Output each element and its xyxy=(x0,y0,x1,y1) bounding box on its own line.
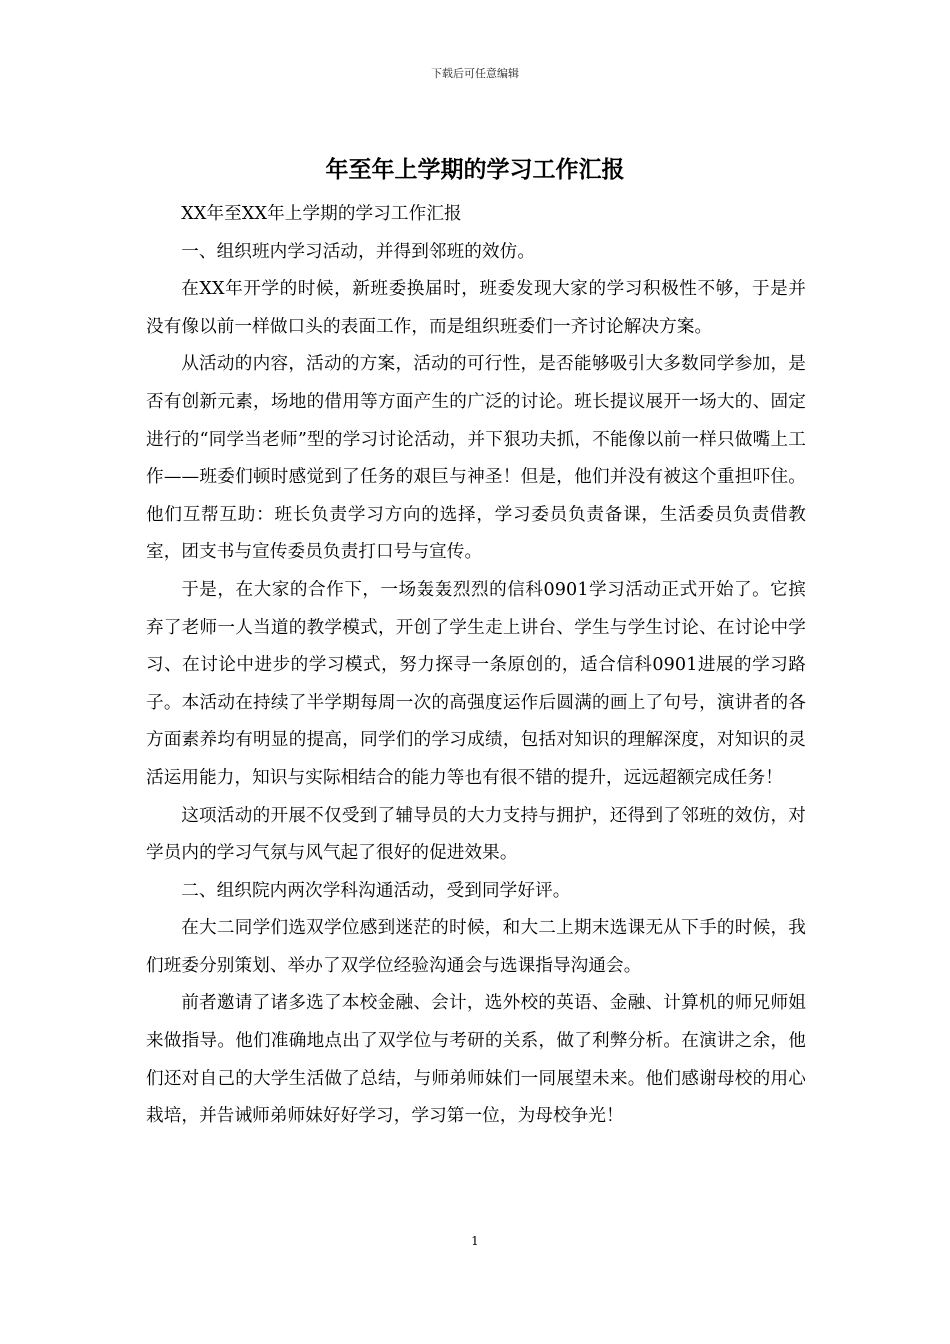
paragraph: 这项活动的开展不仅受到了辅导员的大力支持与拥护，还得到了邻班的效仿，对学员内的学习气氛与风气起了很好的促进效果。 xyxy=(146,805,806,864)
paragraph-section-heading-2: 二、组织院内两次学科沟通活动，受到同学好评。 xyxy=(181,880,571,901)
page-header-note: 下载后可任意编辑 xyxy=(431,67,519,80)
document-title: 年至年上学期的学习工作汇报 xyxy=(325,157,625,183)
paragraph: 于是，在大家的合作下，一场轰轰烈烈的信科0901学习活动正式开始了。它摈弃了老师一人当道的教学模式，开创了学生走上讲台、学生与学生讨论、在讨论中学习、在讨论中进步的学习模式，努力探寻一条原创的，适合信科0901进展的学习路子。本活动在持续了半学期每周一次的高强度运作后圆满的画上了句号，演讲者的各方面素养均有明显的提高，同学们的学习成绩，包括对知识的理解深度，对知识的灵活运用能力，知识与实际相结合的能力等也有很不错的提升，远远超额完成任务！ xyxy=(146,579,806,788)
paragraph: 在XX年开学的时候，新班委换届时，班委发现大家的学习积极性不够，于是并没有像以前一样做口头的表面工作，而是组织班委们一齐讨论解决方案。 xyxy=(146,279,806,337)
paragraph: 前者邀请了诸多选了本校金融、会计，选外校的英语、金融、计算机的师兄师姐来做指导。他们准确地点出了双学位与考研的关系，做了利弊分析。在演讲之余，他们还对自己的大学生活做了总结，与师弟师妹们一同展望未来。他们感谢母校的用心栽培，并告诫师弟师妹好好学习，学习第一位，为母校争光！ xyxy=(146,993,806,1127)
paragraph-section-heading-1: 一、组织班内学习活动，并得到邻班的效仿。 xyxy=(181,241,536,262)
page-number: 1 xyxy=(471,1234,479,1248)
paragraph-subtitle: XX年至XX年上学期的学习工作汇报 xyxy=(181,204,462,224)
document-body xyxy=(146,196,806,1136)
paragraph: 从活动的内容，活动的方案，活动的可行性，是否能够吸引大多数同学参加，是否有创新元素，场地的借用等方面产生的广泛的讨论。班长提议展开一场大的、固定进行的“同学当老师”型的学习讨论活动，并下狠功夫抓，不能像以前一样只做嘴上工作——班委们顿时感觉到了任务的艰巨与神圣！但是，他们并没有被这个重担吓住。他们互帮互助：班长负责学习方向的选择，学习委员负责备课，生活委员负责借教室，团支书与宣传委员负责打口号与宣传。 xyxy=(146,354,806,563)
paragraph: 在大二同学们选双学位感到迷茫的时候，和大二上期末选课无从下手的时候，我们班委分别策划、举办了双学位经验沟通会与选课指导沟通会。 xyxy=(146,918,806,976)
